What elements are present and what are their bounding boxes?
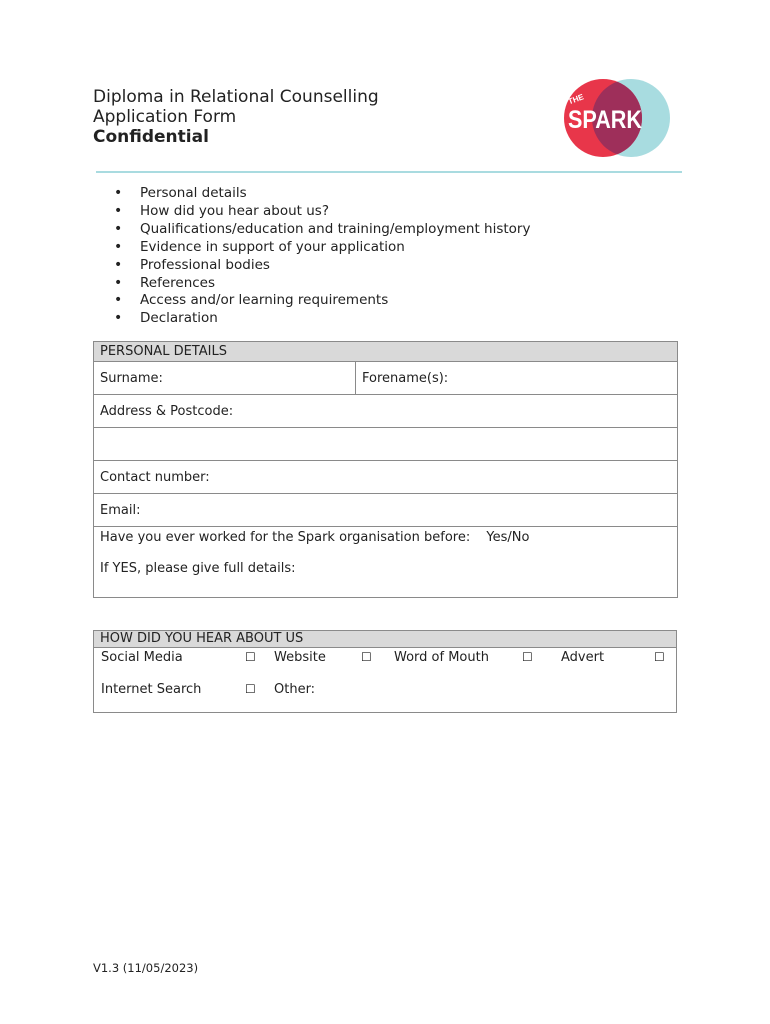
hear-about-us-table [93, 630, 677, 713]
option-word-of-mouth-checkbox[interactable]: ☐ [522, 650, 533, 664]
course-title: Diploma in Relational Counselling [93, 87, 379, 107]
contact-number-label: Contact number: [100, 469, 210, 485]
contents-item: • Evidence in support of your application [114, 239, 530, 257]
option-word-of-mouth-label: Word of Mouth [394, 650, 489, 665]
confidential-label: Confidential [93, 127, 209, 147]
option-advert-label: Advert [561, 650, 605, 665]
forename-label: Forename(s): [362, 370, 449, 386]
option-social-media-label: Social Media [101, 650, 183, 665]
hear-about-us-options [94, 648, 677, 713]
previous-work-question-row [100, 529, 671, 547]
contents-item: • Declaration [114, 310, 530, 328]
option-advert-checkbox[interactable]: ☐ [654, 650, 665, 664]
contents-item: • Access and/or learning requirements [114, 292, 530, 310]
option-website-label: Website [274, 650, 326, 665]
other-field-label[interactable]: Other: [274, 682, 316, 697]
contact-number-field[interactable] [94, 461, 678, 494]
forename-field[interactable] [356, 362, 678, 395]
hear-options-row-2 [94, 680, 676, 712]
email-label: Email: [100, 502, 141, 518]
logo-spark-text: SPARK [568, 106, 642, 134]
contents-item: • Qualifications/education and training/employment history [114, 221, 530, 239]
hear-about-us-heading: HOW DID YOU HEAR ABOUT US [94, 631, 677, 648]
contents-item: • How did you hear about us? [114, 203, 530, 221]
personal-details-heading: PERSONAL DETAILS [94, 342, 678, 362]
option-social-media-checkbox[interactable]: ☐ [245, 650, 256, 664]
surname-label: Surname: [100, 370, 163, 386]
title-block [93, 87, 379, 147]
details-prompt: If YES, please give full details: [100, 561, 296, 576]
header-divider [96, 171, 682, 173]
yes-no-option[interactable]: Yes/No [486, 530, 530, 545]
surname-field[interactable] [94, 362, 356, 395]
version-footer: V1.3 (11/05/2023) [93, 961, 199, 975]
option-website-checkbox[interactable]: ☐ [361, 650, 372, 664]
form-title: Application Form [93, 107, 237, 127]
contents-item: • Professional bodies [114, 257, 530, 275]
address-continuation-field[interactable] [94, 428, 678, 461]
spark-logo [563, 78, 673, 158]
previous-work-question: Have you ever worked for the Spark organisation before: [100, 530, 471, 545]
logo-the-text: THE [566, 92, 585, 107]
address-label: Address & Postcode: [100, 403, 234, 419]
previous-work-field[interactable] [94, 527, 678, 598]
option-internet-search-checkbox[interactable]: ☐ [245, 682, 256, 696]
email-field[interactable] [94, 494, 678, 527]
hear-options-row-1 [94, 648, 676, 680]
personal-details-table [93, 341, 678, 598]
contents-list [114, 185, 530, 328]
address-field[interactable] [94, 395, 678, 428]
option-internet-search-label: Internet Search [101, 682, 202, 697]
contents-item: • References [114, 275, 530, 293]
contents-item: • Personal details [114, 185, 530, 203]
